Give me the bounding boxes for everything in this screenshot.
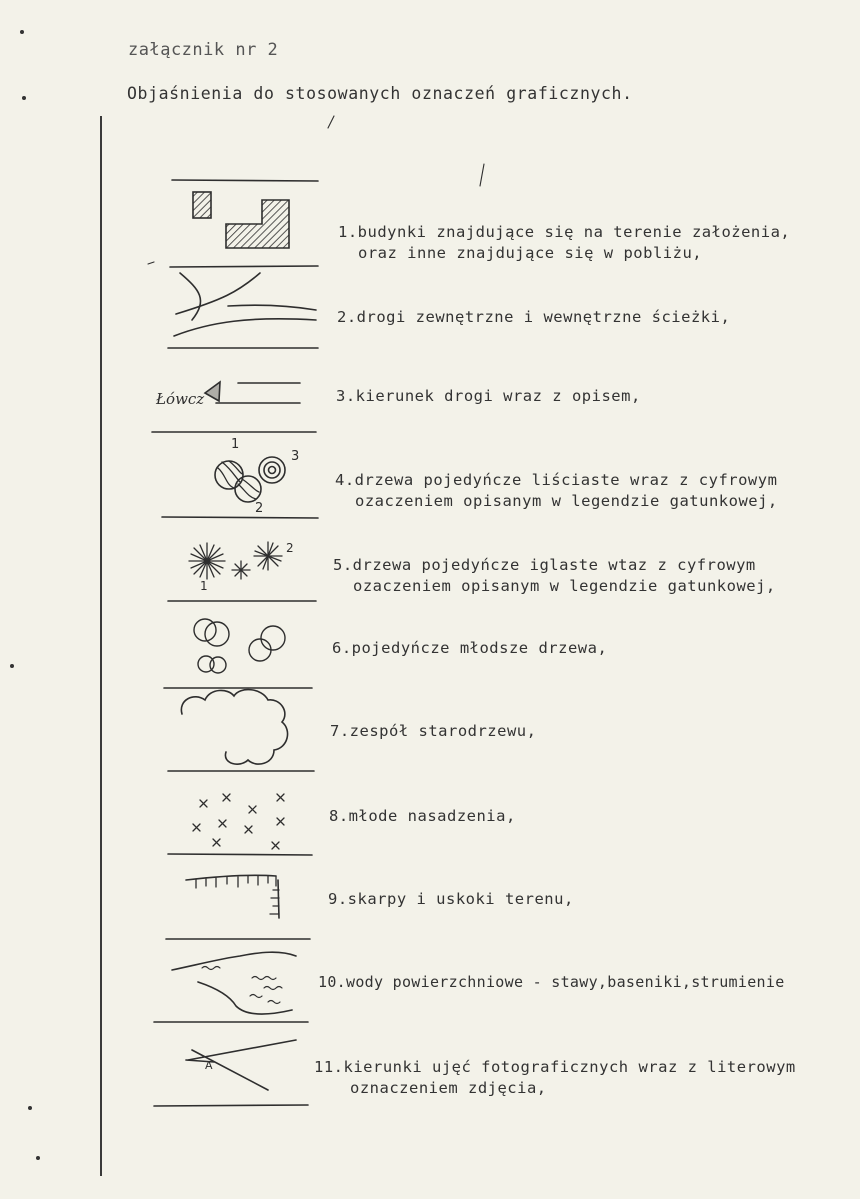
legend-item-text: 10.wody powierzchniowe - stawy,baseniki,strumienie (318, 973, 785, 991)
roads-symbol (174, 273, 316, 336)
young-trees-symbol (194, 619, 285, 673)
legend-item-1 (338, 222, 790, 264)
surface-waters-symbol (172, 952, 296, 1014)
legend-item-text: ozaczeniem opisanym w legendzie gatunkowej, (353, 577, 776, 595)
young-plantings-symbol (193, 794, 284, 849)
road-direction-label: Łówcz (156, 390, 205, 408)
tree-number: 2 (255, 501, 264, 516)
margin-speck (22, 96, 26, 100)
legend-item-3 (336, 386, 641, 407)
legend-item-10 (318, 972, 785, 993)
annex-label: załącznik nr 2 (128, 40, 279, 60)
legend-item-text: oraz inne znajdujące się w pobliżu, (358, 244, 703, 262)
slopes-symbol (186, 875, 279, 918)
tree-number: 2 (286, 541, 294, 555)
legend-item-7 (330, 721, 536, 742)
tree-number: 1 (200, 579, 208, 593)
legend-item-text: 8.młode nasadzenia, (329, 807, 516, 825)
legend-item-9 (328, 889, 574, 910)
deciduous-trees-symbol (215, 437, 299, 516)
margin-speck (36, 1156, 40, 1160)
old-trees-group-symbol (181, 690, 287, 765)
legend-item-text: 6.pojedyńcze młodsze drzewa, (332, 639, 608, 657)
legend-item-text: 4.drzewa pojedyńcze liściaste wraz z cyfrowym (335, 471, 778, 489)
legend-item-text: 2.drogi zewnętrzne i wewnętrzne ścieżki, (337, 308, 731, 326)
legend-item-8 (329, 806, 516, 827)
photo-letter: A (205, 1059, 213, 1072)
photo-directions-symbol (186, 1040, 296, 1090)
margin-speck (20, 30, 24, 34)
page-heading: Objaśnienia do stosowanych oznaczeń graficznych. (127, 84, 633, 103)
margin-speck (28, 1106, 32, 1110)
legend-item-text: 5.drzewa pojedyńcze iglaste wtaz z cyfrowym (333, 556, 756, 574)
legend-item-text: 11.kierunki ujęć fotograficznych wraz z literowym (314, 1058, 796, 1076)
legend-item-text: oznaczeniem zdjęcia, (350, 1079, 547, 1097)
legend-item-4 (335, 470, 778, 512)
legend-item-text: 3.kierunek drogi wraz z opisem, (336, 387, 641, 405)
legend-item-text: 9.skarpy i uskoki terenu, (328, 890, 574, 908)
road-direction-symbol (155, 382, 300, 408)
legend-item-text: 1.budynki znajdujące się na terenie założenia, (338, 223, 791, 241)
tree-number: 3 (291, 449, 300, 464)
legend-item-text: 7.zespół starodrzewu, (330, 722, 537, 740)
legend-item-11 (314, 1057, 796, 1099)
tree-number: 1 (231, 437, 240, 452)
legend-item-5 (333, 555, 776, 597)
buildings-symbol (193, 192, 289, 248)
legend-item-text: ozaczeniem opisanym w legendzie gatunkowej, (355, 492, 778, 510)
legend-item-6 (332, 638, 607, 659)
legend-item-2 (337, 307, 730, 328)
margin-speck (10, 664, 14, 668)
coniferous-trees-symbol (189, 541, 294, 593)
